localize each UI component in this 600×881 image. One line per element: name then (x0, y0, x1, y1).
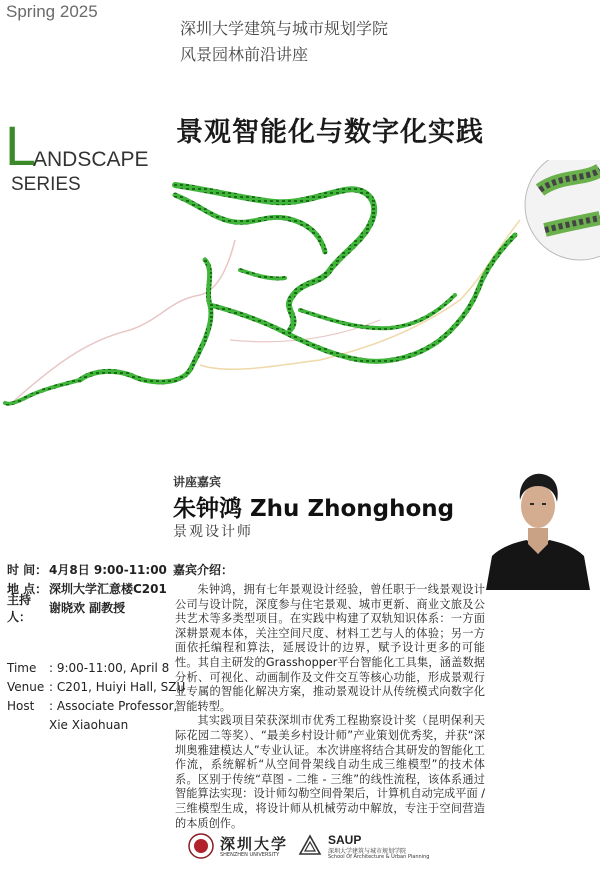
szu-emblem-icon (188, 833, 214, 859)
green-path (5, 380, 80, 404)
info-en-label: Time (7, 660, 37, 675)
info-value: 深圳大学汇意楼C201 (49, 582, 167, 596)
season-label: Spring 2025 (6, 2, 98, 21)
logo-letter: L (5, 114, 37, 177)
green-path (175, 195, 325, 252)
speaker-intro (175, 583, 485, 831)
school-name: 深圳大学建筑与城市规划学院 (180, 19, 389, 38)
logo-word: ANDSCAPE (33, 148, 149, 171)
intro-paragraph: 其实践项目荣获深圳市优秀工程勘察设计奖（昆明保利天际花园二等奖）、“最美乡村设计师”产业策划优秀奖，并获“深圳奥雅建模达人”专业认证。本次讲座将结合其研发的智能化工作流，系统解析“从空间骨架线自动生成三维模型”的技术体系。区别于传统“草图 - 二维 - 三维”的线性流程，该体系通过智能算法实现：设计师勾勒空间骨架后，计算机自动完成平面 / 三维模型生成，将设计师从机械劳动中解放，专注于空间营造的本质创作。 (175, 714, 485, 830)
info-en-row (7, 715, 185, 734)
event-info-cn (7, 560, 167, 624)
logo-series: SERIES (11, 174, 81, 195)
info-host-row (7, 592, 167, 624)
info-en-value: : Associate Professor, (49, 698, 178, 713)
zoom-inset (525, 160, 600, 260)
saup-abbr: SAUP (328, 833, 362, 847)
saup-cn: 深圳大学建筑与城市规划学院 (328, 848, 407, 855)
info-en-value: Xie Xiaohuan (49, 717, 129, 732)
info-en-label: Host (7, 698, 35, 713)
info-en-value: : 9:00-11:00, April 8 (49, 660, 170, 675)
info-label: 地 点： (7, 582, 48, 596)
info-en-row (7, 677, 185, 696)
event-info-en (7, 658, 185, 734)
landscape-path-rendering (0, 160, 600, 450)
speaker-name: 朱钟鸿 Zhu Zhonghong (173, 496, 455, 522)
info-en-value: : C201, Huiyi Hall, SZU (49, 679, 186, 694)
szu-name: 深圳大学 (220, 835, 289, 853)
green-path (175, 185, 374, 330)
speaker-portrait (482, 468, 594, 590)
lecture-title: 景观智能化与数字化实践 (176, 117, 484, 148)
info-en-label: Venue (7, 679, 45, 694)
info-value: 谢晓欢 副教授 (49, 601, 126, 615)
school-header (180, 16, 388, 68)
info-label: 时 间： (7, 563, 48, 577)
green-path (80, 260, 211, 382)
intro-heading: 嘉宾介绍： (173, 563, 234, 577)
speaker-title: 景观设计师 (173, 524, 253, 540)
lecture-series-name: 风景园林前沿讲座 (180, 45, 309, 64)
info-time-row (7, 560, 167, 579)
under-path (230, 320, 380, 342)
green-path (300, 295, 455, 328)
info-label: 主持人： (7, 592, 32, 624)
info-value: 4月8日 9:00-11:00 (49, 563, 167, 577)
info-en-row (7, 658, 185, 677)
intro-paragraph: 朱钟鸿，拥有七年景观设计经验，曾任职于一线景观设计公司与设计院，深度参与住宅景观、城市更新、商业文旅及公共艺术等多类型项目。在实践中构建了双轨知识体系：一方面深耕景观本体，关注空间尺度、材料工艺与人的体验；另一方面依托编程和算法，延展设计的边界，赋予设计更多的可能性。其自主研发的Grasshopper平台智能化工具集，涵盖数据分析、可视化、动画制作及文件交互等核心功能，形成景观行业专属的智能化解决方案，推动景观设计从传统模式向数字化智能转型。 (175, 583, 485, 713)
info-en-row (7, 696, 185, 715)
speaker-tag: 讲座嘉宾 (173, 475, 222, 489)
szu-en: SHENZHEN UNIVERSITY (220, 852, 280, 858)
saup-emblem-icon (298, 834, 322, 858)
green-path (240, 270, 285, 278)
saup-en: School Of Architecture & Urban Planning (328, 854, 430, 860)
green-path (210, 235, 515, 361)
